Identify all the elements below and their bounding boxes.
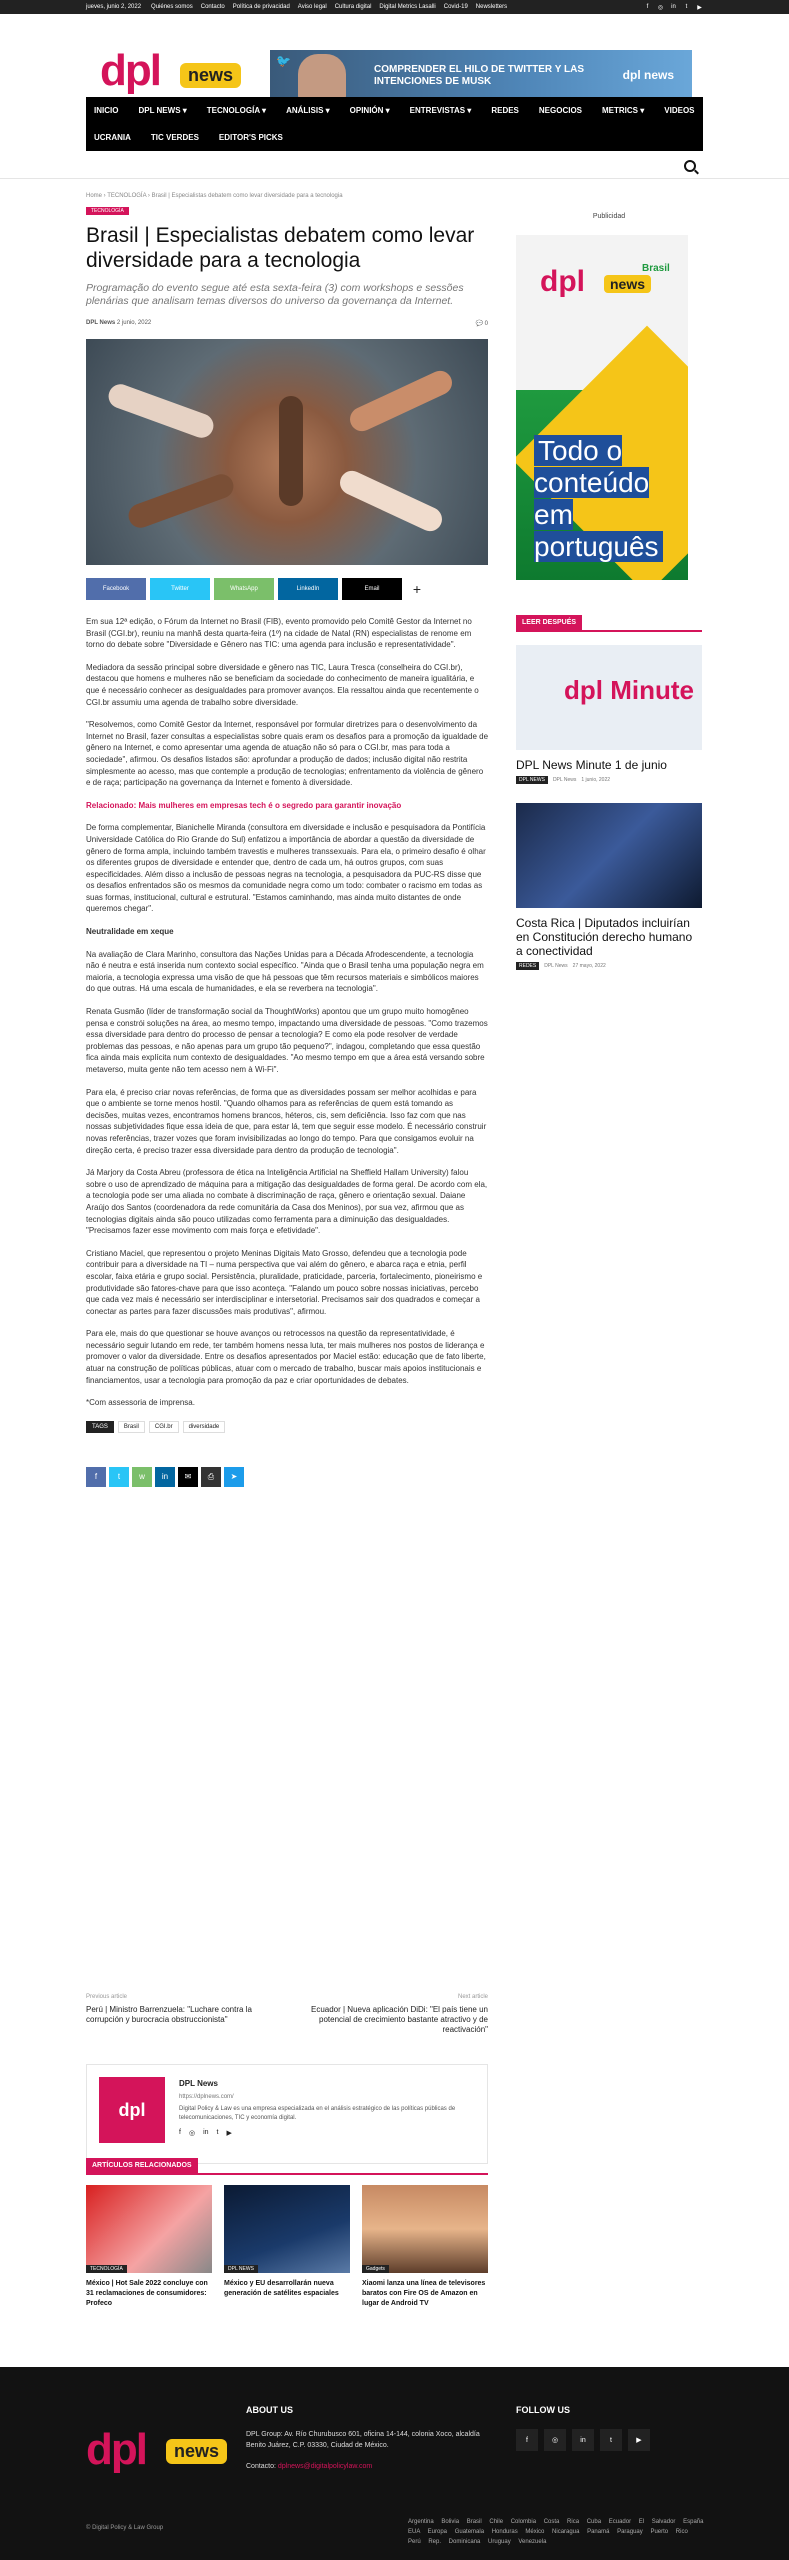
sidebar-article[interactable]	[516, 645, 702, 784]
ad-text-value: Todo o conteúdo em português	[534, 435, 663, 562]
nav-item[interactable]: UCRANIA	[94, 133, 131, 142]
sidebar-date: 1 junio, 2022	[581, 777, 611, 783]
tags-label: TAGS	[86, 1421, 114, 1433]
hero-hand	[125, 471, 237, 531]
dpl-minute-logo: dpl Minute	[564, 675, 694, 705]
footer-logo-dpl: dpl	[86, 2425, 146, 2474]
sidebar-category[interactable]: DPL NEWS	[516, 776, 548, 784]
share-email-button[interactable]: Email	[342, 578, 402, 600]
linkedin-icon[interactable]: in	[155, 1467, 175, 1487]
related-link[interactable]: Relacionado: Mais mulheres em empresas tech é o segredo para garantir inovação	[86, 800, 402, 810]
article-body	[86, 616, 488, 1409]
header-banner-ad[interactable]	[270, 50, 692, 102]
hero-hand	[336, 467, 446, 535]
whatsapp-icon[interactable]: w	[132, 1467, 152, 1487]
tag[interactable]: CGI.br	[149, 1421, 179, 1433]
topbar	[0, 0, 789, 14]
nav-item[interactable]: VIDEOS	[664, 106, 695, 115]
paragraph: Para ele, mais do que questionar se houve avanços ou retrocessos na questão da representatividade, é necessário seguir lutando em rede, ter também homens nessa luta, ter mais mulheres nos postos de liderança e promover o valor da diversidade. Entre os desafios apresentados por Maciel estão: educação que de fato liberte, atuar na construção de políticas públicas, atuar com o mercado de trabalho, buscar mais apoios institucionais e financiamentos, usar a tecnologia para promoção da paz e criar oportunidades de debates.	[86, 1329, 486, 1385]
related-title: México | Hot Sale 2022 concluye con 31 reclamaciones de consumidores: Profeco	[86, 2280, 208, 2307]
facebook-icon[interactable]: f	[516, 2429, 538, 2451]
leer-despues-heading	[516, 611, 702, 632]
related-title: Xiaomi lanza una línea de televisores baratos con Fire OS de Amazon en lugar de Android TV	[362, 2280, 486, 2307]
nav-item[interactable]: REDES	[491, 106, 519, 115]
share-facebook-button[interactable]: Facebook	[86, 578, 146, 600]
footer-follow	[516, 2405, 650, 2451]
byline	[86, 320, 488, 327]
related-heading	[86, 2154, 488, 2175]
related-category: DPL NEWS	[224, 2265, 258, 2273]
related-image	[224, 2185, 350, 2273]
share-bar	[86, 578, 488, 600]
linkedin-icon[interactable]: in	[671, 4, 676, 10]
article-title: Brasil | Especialistas debatem como levar diversidade para a tecnologia	[86, 224, 475, 272]
sidebar-date: 27 mayo, 2022	[572, 963, 606, 969]
paragraph: Mediadora da sessão principal sobre diversidade e gênero nas TIC, Laura Tresca (conselheira do CGI.br), destacou que homens e mulheres não se beneficiam da sociedade do conhecimento de maneira igualitária, e que é necessário conhecer as desigualdades para promover avanços. Ela ressaltou ainda que recentemente o CGI.br assumiu uma agenda de trabalho sobre diversidade.	[86, 662, 479, 707]
related-title: México y EU desarrollarán nueva generación de satélites espaciales	[224, 2280, 339, 2297]
topbar-link[interactable]: Contacto	[200, 4, 225, 10]
author-social	[179, 2129, 232, 2137]
topbar-link[interactable]: Covid-19	[443, 4, 468, 10]
print-icon[interactable]: ⎙	[201, 1467, 221, 1487]
topbar-link[interactable]: Digital Metrics Lasalli	[379, 4, 436, 10]
instagram-icon[interactable]: ◎	[188, 2130, 196, 2137]
about-text: DPL Group: Av. Río Churubusco 601, oficina 14-144, colonia Xoco, alcaldía Benito Juárez, C.P. 03330, Ciudad de México.	[246, 2431, 480, 2449]
prev-article-link[interactable]	[86, 1992, 266, 2035]
paragraph: Em sua 12ª edição, o Fórum da Internet no Brasil (FIB), evento promovido pelo Comitê Gestor da Internet no Brasil (CGI.br), reuniu na manhã desta quarta-feira (1º) na cidade de Natal (RN) especialistas de renome em torno do debate sobre "Diversidade e Gênero nas TIC: uma agenda para inclusão e representatividade".	[86, 617, 472, 650]
twitter-icon[interactable]: t	[685, 4, 688, 10]
sidebar-meta	[516, 962, 702, 970]
about-heading: ABOUT US	[246, 2405, 293, 2415]
author-name[interactable]: DPL News	[179, 2079, 218, 2088]
main-nav	[86, 97, 703, 151]
topbar-link[interactable]: Política de privacidad	[232, 4, 290, 10]
twitter-icon[interactable]: t	[216, 2129, 219, 2136]
ad-label: Publicidad	[592, 213, 626, 220]
article-date: 2 junio, 2022	[116, 320, 152, 326]
youtube-icon[interactable]: ▶	[226, 2130, 232, 2137]
nav-item[interactable]: EDITOR'S PICKS	[218, 133, 283, 142]
sidebar-author[interactable]: DPL News	[544, 963, 568, 969]
sidebar	[516, 193, 702, 969]
instagram-icon[interactable]: ◎	[544, 2429, 566, 2451]
paragraph: De forma complementar, Bianichelle Miranda (consultora em diversidade e inclusão e pesquisadora da Pontifícia Universidade Católica do Rio Grande do Sul) enfatizou a importância de abordar a questão da diversidade de gênero de forma ampla, incluindo também travestis e mulheres transsexuais. Para ela, o primeiro desafio é olhar os diferentes grupos de diversidade e entender que, dentro de cada um, há outros grupos, com suas especificidades. Além disso a inclusão de pessoas negras na tecnologia, a pesquisadora da PUC-RS disse que os desafios enfrentados são os mesmos da comunidade negra como um todo: combater o racismo em todas as suas formas, institucional, cultural e estrutural. "Estamos caminhando, mas ainda muito distantes de onde queremos chegar".	[86, 823, 486, 914]
copyright: © Digital Policy & Law Group	[86, 2525, 164, 2531]
author-description: Digital Policy & Law es una empresa especializada en el análisis estratégico de las políticas públicas de telecomunicaciones, TIC y economía digital.	[179, 2106, 456, 2121]
hero-hand	[105, 381, 217, 441]
twitter-icon[interactable]: t	[109, 1467, 129, 1487]
nav-item[interactable]: OPINIÓN ▾	[349, 106, 390, 115]
topbar-social	[644, 4, 703, 11]
nav-item[interactable]: INICIO	[94, 106, 119, 115]
sidebar-title: Costa Rica | Diputados incluirían en Constitución derecho humano a conectividad	[516, 916, 693, 958]
telegram-icon[interactable]: ➤	[224, 1467, 244, 1487]
prev-label: Previous article	[86, 1994, 128, 2000]
share-whatsapp-button[interactable]: WhatsApp	[214, 578, 274, 600]
facebook-icon[interactable]: f	[179, 2129, 181, 2136]
leer-heading-label: LEER DESPUÉS	[516, 615, 582, 630]
tag[interactable]: diversidade	[183, 1421, 226, 1433]
nav-item[interactable]: METRICS ▾	[602, 106, 645, 115]
prev-title: Perú | Ministro Barrenzuela: "Luchare contra la corrupción y burocracia obstruccionista"	[86, 2005, 252, 2024]
sidebar-author[interactable]: DPL News	[552, 777, 577, 783]
ad-logo-news: news	[604, 275, 651, 293]
next-title: Ecuador | Nueva aplicación DiDi: "El país tiene un potencial de crecimiento bastante atractivo y de reactivación"	[310, 2005, 488, 2034]
header-divider	[0, 178, 789, 179]
search-icon[interactable]	[684, 160, 696, 172]
footer-logo[interactable]	[86, 2425, 220, 2475]
sidebar-ad[interactable]	[516, 235, 688, 580]
email-icon[interactable]: ✉	[178, 1467, 198, 1487]
sidebar-meta	[516, 776, 702, 784]
paragraph: Renata Gusmão (líder de transformação social da ThoughtWorks) apontou que um grupo muito homogêneo pensa e constrói soluções na área, ao mesmo tempo, impactando uma diversidade de pessoas. "Como trazemos essa diversidade para dentro do processo de pensar a tecnologia? E como ela pode resolver de verdade problemas das pessoas, e não apenas para um grupo tão pequeno?", indagou, completando que essa questão fica ainda mais explícita num contexto de desigualdades. "Ao mesmo tempo em que a área está versando sobre metaverso, muita gente não tem acesso nem à Wi-Fi".	[86, 1007, 488, 1074]
related-article[interactable]	[224, 2185, 350, 2299]
topbar-link[interactable]: Aviso legal	[297, 4, 327, 10]
paragraph: Na avaliação de Clara Marinho, consultora das Nações Unidas para a Década Afrodescendente, a tecnologia não é neutra e está inserida num contexto social específico. "Ainda que o Brasil tenha uma população negra em maioria, a tecnologia expressa uma visão de que há pessoas que têm recursos materiais e simbólicos maiores do que outras. Há uma escala de humanidades, e ela se reverbera na tecnologia".	[86, 949, 484, 994]
topbar-link[interactable]: Quiénes somos	[151, 4, 193, 10]
nav-item[interactable]: TIC VERDES	[150, 133, 199, 142]
related-category: Gadgets	[362, 2265, 389, 2273]
linkedin-icon[interactable]: in	[572, 2429, 594, 2451]
next-article-link[interactable]	[288, 1992, 488, 2035]
nav-item[interactable]: DPL NEWS ▾	[138, 106, 187, 115]
instagram-icon[interactable]: ◎	[657, 4, 664, 11]
share-linkedin-button[interactable]: LinkedIn	[278, 578, 338, 600]
ad-logo-dpl: dpl	[540, 265, 585, 298]
tag[interactable]: Brasil	[118, 1421, 145, 1433]
related-image	[86, 2185, 212, 2273]
paragraph: "Resolvemos, como Comitê Gestor da Internet, responsável por formular diretrizes para o desenvolvimento da Internet no Brasil, fazer consultas a especialistas sobre quais eram os desafios para a promoção da igualdade de gênero na Internet, e como apresentar uma agenda de atuação não só para o CGI.br, mas para toda a sociedade", afirmou. Os desafios listados são: aprofundar a produção de dados; inclusão digital não restrita simplesmente ao acesso, mas que contemple a produção de tecnologias; enfrentamento da violência de gênero e de raça; participação na governança da Internet e fomento à diversidade.	[86, 720, 489, 788]
article-subtitle: Programação do evento segue até esta sexta-feira (3) com workshops e sessões plenárias que analisam temas diversos do universo da governança da Internet.	[86, 282, 464, 307]
related-category: TECNOLOGÍA	[86, 2265, 127, 2273]
contact-email[interactable]: dplnews@digitalpolicylaw.com	[277, 2463, 373, 2470]
share-bar-bottom	[86, 1467, 488, 1487]
author-url[interactable]: https://dplnews.com/	[179, 2094, 234, 2100]
next-label: Next article	[457, 1994, 488, 2000]
sidebar-article[interactable]	[516, 803, 702, 970]
country-links[interactable]: Argentina Bolivia Brasil Chile Colombia Costa Rica Cuba Ecuador El Salvador España EUA Europa Guatemala Honduras México Nicaragua Panamá Paraguay Puerto Rico Perú Rep. Dominicana Uruguay Venezuela	[408, 2519, 704, 2545]
topbar-date: jueves, junio 2, 2022	[86, 4, 142, 10]
related-article[interactable]	[86, 2185, 212, 2309]
hero-image	[86, 339, 488, 565]
nav-item[interactable]: NEGOCIOS	[538, 106, 583, 115]
comment-count-value: 0	[484, 321, 488, 327]
youtube-icon[interactable]: ▶	[697, 4, 702, 11]
twitter-bird-icon: 🐦	[276, 54, 291, 68]
paragraph: Para ela, é preciso criar novas referências, de forma que as diversidades possam ser melhor acolhidas e para que o ambiente se torne menos hostil. "Quando olhamos para as referências de quem está tomando as decisões, muitas vezes, encontramos homens brancos, héteros, cis, sem deficiência. Isso faz com que nas nossas subjetividades fique essa ideia de que, para estar lá, tem que seguir esse modelo. É necessário construir novas referências, trazer vozes que foram invisibilizadas ao longo do tempo. Para que consigamos evoluir na direção certa, é preciso trazer essa diversidade para dentro da produção de tecnologia".	[86, 1087, 487, 1155]
logo-news: news	[180, 63, 241, 88]
footer-about	[246, 2405, 486, 2472]
follow-heading: FOLLOW US	[516, 2405, 570, 2415]
related-article[interactable]	[362, 2185, 488, 2309]
author-link[interactable]: DPL News	[86, 320, 116, 326]
prev-next-nav	[86, 1992, 488, 2035]
nav-item[interactable]: TECNOLOGÍA ▾	[206, 106, 267, 115]
comment-count[interactable]: 💬 0	[475, 321, 488, 327]
sidebar-image	[516, 645, 702, 750]
header	[0, 14, 789, 97]
author-avatar[interactable]: dpl	[99, 2077, 165, 2143]
contact-label: Contacto:	[246, 2463, 276, 2470]
topbar-link[interactable]: Newsletters	[475, 4, 508, 10]
topbar-links	[151, 4, 507, 10]
paragraph: Cristiano Maciel, que representou o projeto Meninas Digitais Mato Grosso, defendeu que a tecnologia pode contribuir para a diversidade na TI – numa perspectiva que vai além do gênero, e abarca raça e etnia, perfil escolar, faixa etária e grupo social. Persistência, pluralidade, praticidade, parceria, fortalecimento, pioneirismo e produtividade são fatores-chave para que isso aconteça. "Falando um pouco sobre nossas iniciativas, percebo que cada vez mais é necessário ser interdisciplinar e intersetorial. Precisamos sair dos quadrados e começar a conectar as partes para fazer discussões mais produtivas", afirmou.	[86, 1248, 483, 1316]
youtube-icon[interactable]: ▶	[628, 2429, 650, 2451]
share-more-icon[interactable]: +	[412, 581, 422, 597]
sidebar-image	[516, 803, 702, 908]
ad-brand-sub: Brasil	[642, 263, 670, 274]
article	[86, 193, 488, 1487]
facebook-icon[interactable]: f	[86, 1467, 106, 1487]
related-heading-label: ARTÍCULOS RELACIONADOS	[86, 2158, 198, 2173]
ad-text	[534, 435, 684, 563]
logo-dpl: dpl	[100, 46, 160, 95]
nav-item[interactable]: ANÁLISIS ▾	[286, 106, 330, 115]
paragraph: Já Marjory da Costa Abreu (professora de ética na Inteligência Artificial na Sheffield Hallam University) falou sobre o uso de aprendizado de máquina para a mitigação das desigualdades de forma geral. De acordo com ela, a tecnologia pode ser uma aliada no combate à discriminação de raça, gênero e orientação sexual. Daiane Araújo dos Santos (coordenadora da rede comunitária da Casa dos Meninos), por sua vez, afirmou que as tecnologias digitais ainda são pouco utilizadas como ferramenta para a diminuição das desigualdades. "Precisamos fazer esse movimento com mais força e efetividade".	[86, 1168, 488, 1236]
tag-list	[86, 1421, 488, 1433]
share-twitter-button[interactable]: Twitter	[150, 578, 210, 600]
paragraph: *Com assessoria de imprensa.	[86, 1398, 195, 1408]
sidebar-title: DPL News Minute 1 de junio	[516, 758, 667, 772]
twitter-icon[interactable]: t	[600, 2429, 622, 2451]
footer-social	[516, 2429, 650, 2451]
section-heading: Neutralidade em xeque	[86, 927, 174, 937]
facebook-icon[interactable]: f	[646, 4, 649, 10]
hero-hand	[346, 367, 456, 435]
banner-portrait	[298, 54, 346, 100]
site-logo[interactable]	[100, 46, 260, 103]
nav-item[interactable]: ENTREVISTAS ▾	[409, 106, 472, 115]
hero-hand	[279, 396, 303, 506]
topbar-link[interactable]: Cultura digital	[334, 4, 372, 10]
banner-tag: dpl news	[622, 68, 674, 82]
related-image	[362, 2185, 488, 2273]
author-box	[86, 2064, 488, 2164]
banner-text: COMPRENDER EL HILO DE TWITTER Y LAS INTENCIONES DE MUSK	[374, 64, 585, 87]
breadcrumb[interactable]: Home › TECNOLOGÍA › Brasil | Especialistas debatem como levar diversidade para a tecnologia	[86, 193, 343, 199]
footer	[0, 2367, 789, 2560]
footer-logo-news: news	[166, 2439, 227, 2464]
linkedin-icon[interactable]: in	[203, 2129, 209, 2136]
sidebar-category[interactable]: REDES	[516, 962, 539, 970]
category-badge[interactable]: TECNOLOGÍA	[86, 207, 129, 215]
